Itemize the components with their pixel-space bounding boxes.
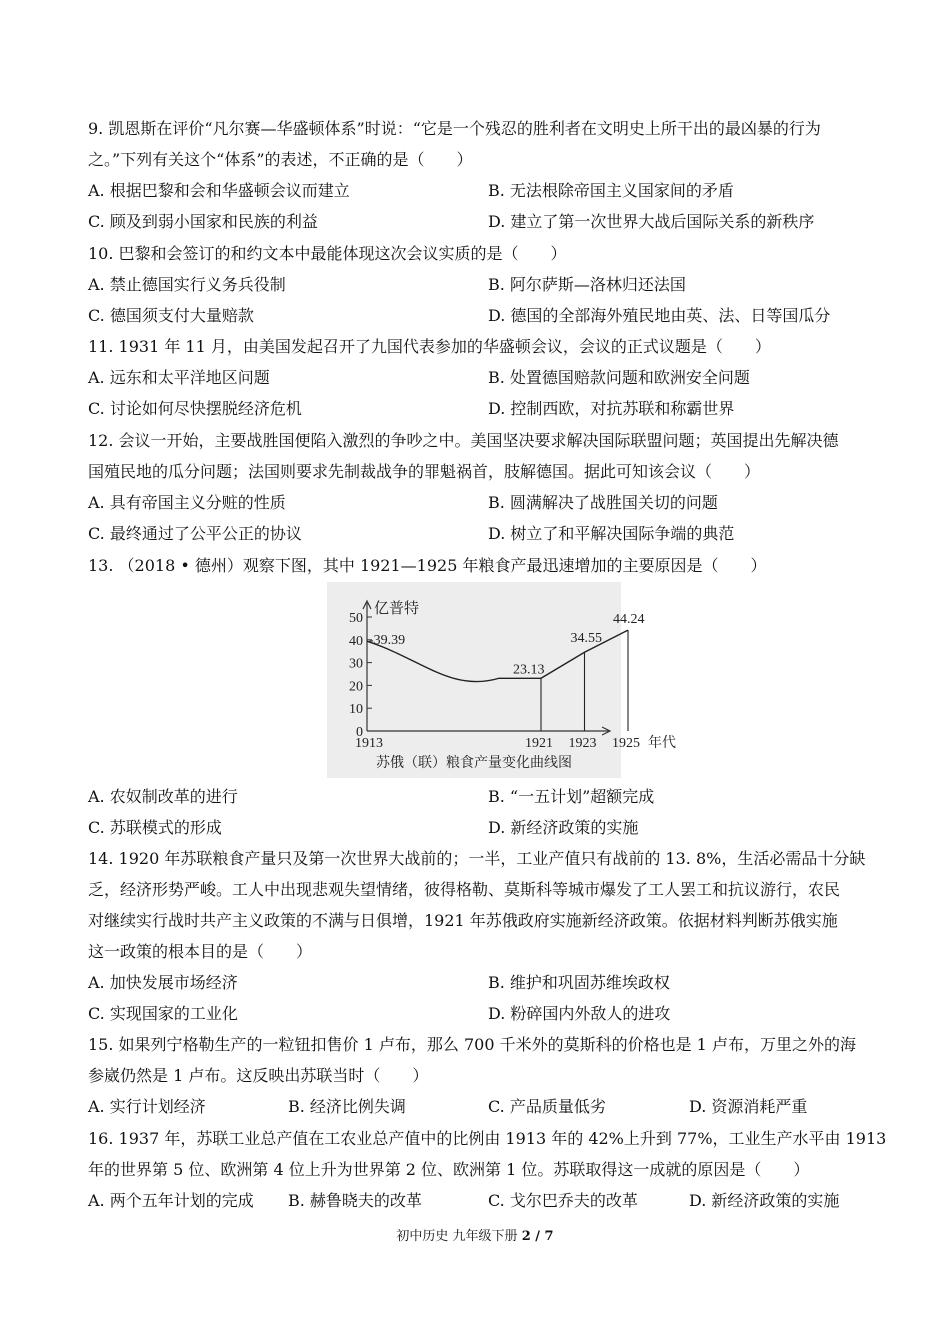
q11-option-b: B. 处置德国赔款问题和欧洲安全问题 <box>488 368 750 387</box>
q11-stem-line1: 11. 1931 年 11 月，由美国发起召开了九国代表参加的华盛顿会议，会议的正式议题是（ ） <box>88 337 771 356</box>
q10-option-b: B. 阿尔萨斯—洛林归还法国 <box>488 275 686 294</box>
q9-stem-line1: 9. 凯恩斯在评价“凡尔赛—华盛顿体系”时说：“它是一个残忍的胜利者在文明史上所干出的最凶暴的行为 <box>88 119 821 138</box>
q16-stem-line2: 年的世界第 5 位、欧洲第 4 位上升为世界第 2 位、欧洲第 1 位。苏联取得这一成就的原因是（ ） <box>88 1160 810 1179</box>
q11-option-a: A. 远东和太平洋地区问题 <box>88 368 270 387</box>
q16-stem-line1: 16. 1937 年，苏联工业总产值在工农业总产值中的比例由 1913 年的 42%上升到 77%，工业生产水平由 1913 <box>88 1129 887 1148</box>
data-label: -39.39 <box>369 633 406 649</box>
y-axis-label: 亿普特 <box>374 601 420 617</box>
y-tick-label: 0 <box>356 725 363 740</box>
q15-stem-line2: 参崴仍然是 1 卢布。这反映出苏联当时（ ） <box>88 1066 429 1085</box>
q12-stem-line1: 12. 会议一开始，主要战胜国便陷入激烈的争吵之中。美国坚决要求解决国际联盟问题；英国提出先解决德 <box>88 431 839 450</box>
q14-option-a: A. 加快发展市场经济 <box>88 973 238 992</box>
q14-stem-line4: 这一政策的根本目的是（ ） <box>88 942 313 961</box>
q10-option-a: A. 禁止德国实行义务兵役制 <box>88 275 286 294</box>
q13-stem-line1: 13. （2018 • 德州）观察下图，其中 1921—1925 年粮食产最迅速增加的主要原因是（ ） <box>88 556 767 575</box>
q15-option-d: D. 资源消耗严重 <box>689 1097 808 1116</box>
y-tick-label: 30 <box>349 656 363 672</box>
q15-stem-line1: 15. 如果列宁格勒生产的一粒钮扣售价 1 卢布，那么 700 千米外的莫斯科的价格也是 1 卢布，万里之外的海 <box>88 1035 856 1054</box>
x-tick-label: 1925 <box>612 736 640 751</box>
y-tick-label: 40 <box>349 633 363 649</box>
q11-option-c: C. 讨论如何尽快摆脱经济危机 <box>88 399 302 418</box>
q12-option-a: A. 具有帝国主义分赃的性质 <box>88 493 286 512</box>
data-label: 23.13 <box>513 662 545 678</box>
chart-title: 苏俄（联）粮食产量变化曲线图 <box>376 756 572 771</box>
y-tick-label: 10 <box>349 702 363 718</box>
q10-stem-line1: 10. 巴黎和会签订的和约文本中最能体现这次会议实质的是（ ） <box>88 244 567 263</box>
q16-option-d: D. 新经济政策的实施 <box>689 1191 840 1210</box>
q12-option-c: C. 最终通过了公平公正的协议 <box>88 524 302 543</box>
q13-option-d: D. 新经济政策的实施 <box>488 818 639 837</box>
q14-option-d: D. 粉碎国内外敌人的进攻 <box>488 1004 671 1023</box>
q14-option-c: C. 实现国家的工业化 <box>88 1004 238 1023</box>
q9-stem-line2: 之。”下列有关这个“体系”的表述，不正确的是（ ） <box>88 150 473 169</box>
q10-option-c: C. 德国须支付大量赔款 <box>88 306 254 325</box>
grain-output-chart-svg <box>327 582 676 778</box>
page-number: 2 / 7 <box>521 1229 554 1244</box>
x-tick-label: 1921 <box>525 736 553 751</box>
q16-option-a: A. 两个五年计划的完成 <box>88 1191 254 1210</box>
q14-stem-line1: 14. 1920 年苏联粮食产量只及第一次世界大战前的；一半，工业产值只有战前的 13. 8%，生活必需品十分缺 <box>88 849 866 868</box>
q12-option-b: B. 圆满解决了战胜国关切的问题 <box>488 493 718 512</box>
q15-option-c: C. 产品质量低劣 <box>488 1097 606 1116</box>
y-tick-label: 20 <box>349 679 363 695</box>
q14-option-b: B. 维护和巩固苏维埃政权 <box>488 973 670 992</box>
y-tick-label: 50 <box>349 611 363 626</box>
page-footer <box>0 1228 950 1246</box>
q9-option-b: B. 无法根除帝国主义国家间的矛盾 <box>488 181 734 200</box>
x-axis-label: 年代 <box>648 736 676 751</box>
q13-option-b: B. “一五计划”超额完成 <box>488 787 655 806</box>
grain-output-chart <box>327 582 676 778</box>
data-label: 34.55 <box>570 631 602 647</box>
q15-option-b: B. 经济比例失调 <box>288 1097 406 1116</box>
q9-option-a: A. 根据巴黎和会和华盛顿会议而建立 <box>88 181 350 200</box>
q9-option-d: D. 建立了第一次世界大战后国际关系的新秩序 <box>488 212 815 231</box>
footer-text: 初中历史 九年级下册 <box>396 1229 522 1244</box>
x-tick-label: 1913 <box>355 736 383 751</box>
q10-option-d: D. 德国的全部海外殖民地由英、法、日等国瓜分 <box>488 306 831 325</box>
q16-option-c: C. 戈尔巴乔夫的改革 <box>488 1191 638 1210</box>
data-label: 44.24 <box>613 612 645 628</box>
q9-option-c: C. 顾及到弱小国家和民族的利益 <box>88 212 318 231</box>
q12-option-d: D. 树立了和平解决国际争端的典范 <box>488 524 735 543</box>
q16-option-b: B. 赫鲁晓夫的改革 <box>288 1191 422 1210</box>
q12-stem-line2: 国殖民地的瓜分问题；法国则要求先制裁战争的罪魁祸首，肢解德国。据此可知该会议（ ） <box>88 462 761 481</box>
q14-stem-line2: 乏，经济形势严峻。工人中出现悲观失望情绪，彼得格勒、莫斯科等城市爆发了工人罢工和抗议游行，农民 <box>88 880 841 899</box>
q15-option-a: A. 实行计划经济 <box>88 1097 206 1116</box>
x-tick-label: 1923 <box>568 736 597 751</box>
q11-option-d: D. 控制西欧，对抗苏联和称霸世界 <box>488 399 735 418</box>
q14-stem-line3: 对继续实行战时共产主义政策的不满与日俱增，1921 年苏俄政府实施新经济政策。依据材料判断苏俄实施 <box>88 911 838 930</box>
q13-option-a: A. 农奴制改革的进行 <box>88 787 238 806</box>
q13-option-c: C. 苏联模式的形成 <box>88 818 222 837</box>
